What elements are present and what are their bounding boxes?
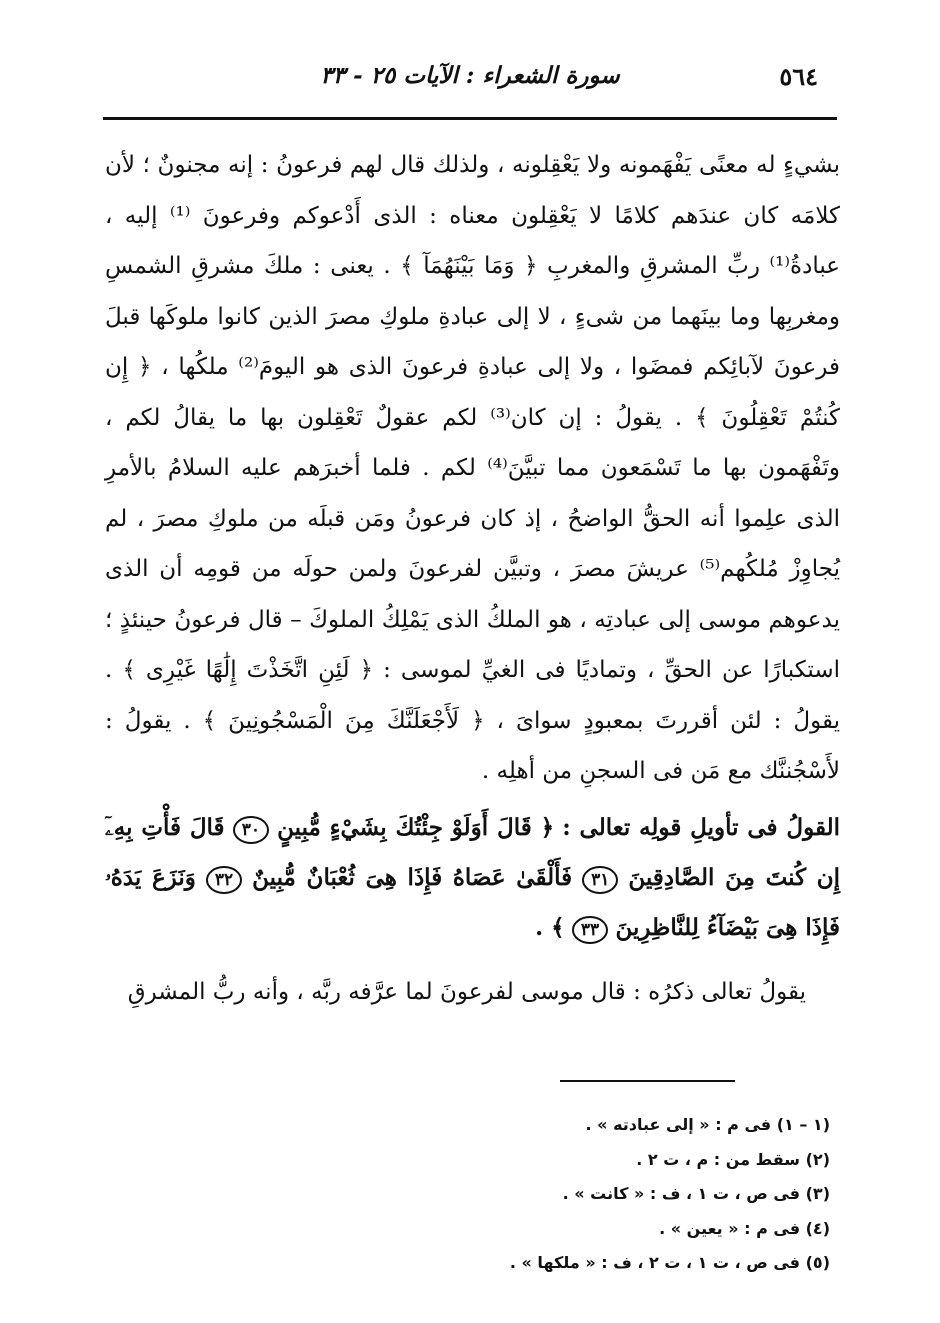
footnote-2: (٢) سقط من : م ، ت ٢ . xyxy=(636,1149,830,1169)
page-number: ٥٦٤ xyxy=(779,62,818,91)
verse-end: ﴾ . xyxy=(535,913,565,941)
paragraph-commentary: يقولُ تعالى ذكرُه : قال موسى لفرعونَ لما عرَّفه ربَّه ، وأنه ربُّ المشرقِ xyxy=(127,978,806,1005)
verse-text-1: ﴿ قَالَ أَوَلَوْ جِئْتُكَ بِشَيْءٍ مُّبِينٍ xyxy=(277,813,555,841)
running-title: سورة الشعراء : الآيات ٢٥ - ٣٣ xyxy=(320,62,620,89)
footnote-4: (٤) فى م : « يعين » . xyxy=(659,1218,830,1238)
main-text xyxy=(105,140,840,1017)
verse-text-3: فَأَلْقَىٰ عَصَاهُ فَإِذَا هِىَ ثُعْبَانٌ مُّبِينٌ xyxy=(252,863,573,891)
paragraph-exegesis: بشيءٍ له معنًى يَفْهَمونه ولا يَعْقِلونه ، ولذلك قال لهم فرعونُ : إنه مجنونٌ ؛ لأن كلامَه كان عندَهم كلامًا لا يَعْقِلون معناه : الذى أَدْعوكم وفرعونَ ⁽¹⁾ إليه ، عبادةُ⁽¹⁾ ربِّ المشرقِ والمغربِ ﴿ وَمَا بَيْنَهُمَآ ﴾ . يعنى : ملكَ مشرقِ الشمسِ ومغربِها وما بينَهما من شىءٍ ، لا إلى عبادةِ ملوكِ مصرَ الذين كانوا ملوكَها قبلَ فرعونَ لآبائِكم فمضَوا ، ولا إلى عبادةِ فرعونَ الذى هو اليومَ⁽²⁾ ملكُها ، ﴿ إِن كُنتُمْ تَعْقِلُونَ ﴾ . يقولُ : إن كان⁽³⁾ لكم عقولٌ تَعْقِلون بها ما يقالُ لكم ، وتَفْهَمون بها ما تَسْمَعون مما تبيَّنَ⁽⁴⁾ لكم . فلما أخبرَهم عليه السلامُ بالأمرِ الذى علِموا أنه الحقُّ الواضحُ ، إذ كان فرعونُ ومَن قبلَه من ملوكِ مصرَ ، لم يُجاوِزْ مُلكُهم⁽⁵⁾ عريشَ مصرَ ، وتبيَّن لفرعونَ ولمن حولَه من قومِه أن الذى يدعوهم موسى إلى عبادتِه ، هو الملكُ الذى يَمْلِكُ الملوكَ – قال فرعونُ حينئذٍ ؛ استكبارًا عن الحقِّ ، وتماديًا فى الغيِّ لموسى : ﴿ لَئِنِ اتَّخَذْتَ إِلَٰهًا غَيْرِى ﴾ . يقولُ : لئن أقررتَ بمعبودٍ سواىَ ، ﴿ لَأَجْعَلَنَّكَ مِنَ الْمَسْجُونِينَ ﴾ . يقولُ : لأَسْجُننَّك مع مَن فى السجنِ من أهلِه . xyxy=(105,152,840,784)
verse-text-2: قَالَ فَأْتِ بِهِۦٓ إِن كُنتَ مِنَ الصَّادِقِينَ xyxy=(105,813,841,891)
ayah-number-33: ٣٣ xyxy=(572,916,608,944)
footnote-1: (١ – ١) فى م : « إلى عبادته » . xyxy=(585,1115,830,1134)
verse-text-4: وَنَزَعَ يَدَهُۥ فَإِذَا هِىَ بَيْضَآءُ لِلنَّاظِرِينَ xyxy=(105,863,840,941)
header-divider xyxy=(103,117,837,120)
page-header xyxy=(100,56,840,104)
footnotes xyxy=(100,1108,830,1281)
ayah-number-30: ٣٠ xyxy=(233,816,269,844)
ayah-number-32: ٣٢ xyxy=(206,866,242,894)
verse-block xyxy=(105,803,840,953)
verse-heading: القولُ فى تأويلِ قولِه تعالى : xyxy=(562,813,840,841)
footnote-3: (٣) فى ص ، ت ١ ، ف : « كانت » . xyxy=(562,1184,830,1203)
footnote-divider xyxy=(560,1080,735,1082)
ayah-number-31: ٣١ xyxy=(582,866,618,894)
footnote-5: (٥) فى ص ، ت ١ ، ت ٢ ، ف : « ملكها » . xyxy=(509,1253,830,1272)
